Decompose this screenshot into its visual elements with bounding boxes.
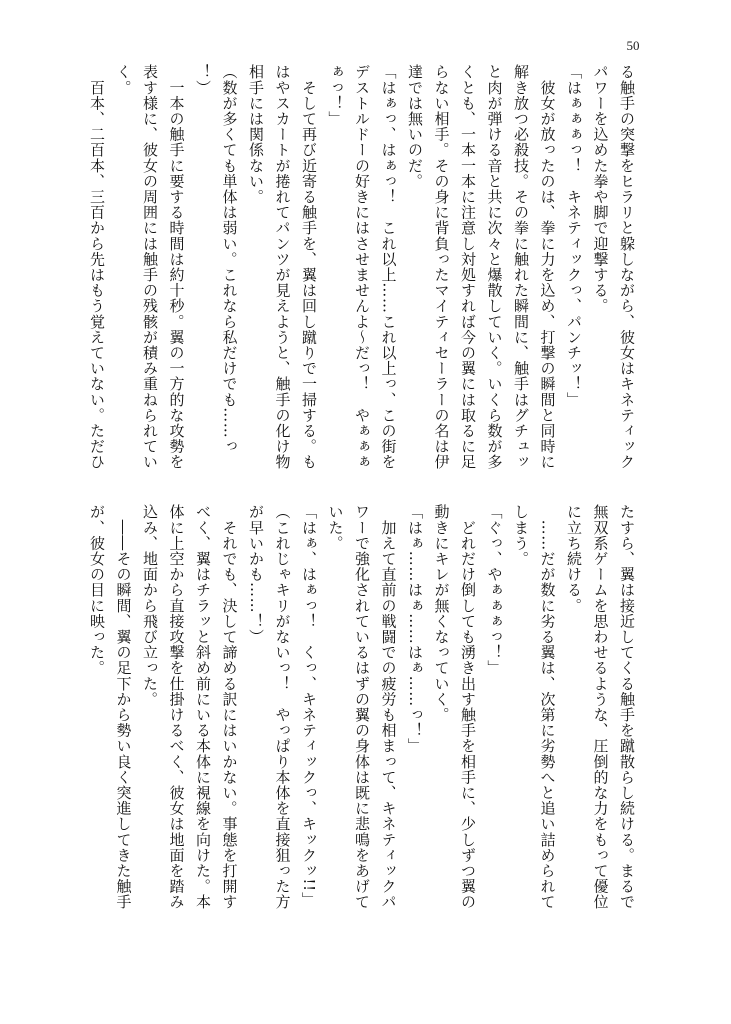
text-line: 「はぁぁぁっ！ キネティックっ、パンチッ！」 bbox=[565, 64, 583, 408]
text-line: と肉が弾ける音と共に次々と爆散していく。いくら数が多 bbox=[485, 64, 504, 470]
text-line: それでも、決して諦める訳にはいかない。事態を打開す bbox=[220, 504, 239, 910]
text-line: 「はぁ……はぁ……はぁ……っ！」 bbox=[406, 504, 424, 754]
text-line: 込み、地面から飛び立った。 bbox=[141, 504, 159, 707]
text-line: 達では無いのだ。 bbox=[406, 64, 424, 189]
text-line: ……だが数に劣る翼は、次第に劣勢へと追い詰められて bbox=[538, 504, 557, 910]
page-number: 50 bbox=[626, 38, 640, 53]
text-block-bottom bbox=[88, 504, 640, 914]
text-block-top bbox=[88, 64, 640, 474]
text-line: 無双系ゲームを思わせるような、圧倒的な力をもって優位 bbox=[591, 504, 610, 910]
text-line: 動きにキレが無くなっていく。 bbox=[432, 504, 451, 723]
text-line: 「はぁ、はぁっ！ くっ、キネティックっ、キックッ!!」 bbox=[300, 504, 318, 908]
text-line: ――その瞬間、翼の足下から勢い良く突進してきた触手 bbox=[114, 504, 133, 910]
text-line: ぁっ！」 bbox=[326, 64, 345, 127]
text-line: 表す様に、彼女の周囲には触手の残骸が積み重ねられてい bbox=[141, 64, 159, 470]
text-line: 相手には関係ない。 bbox=[247, 64, 265, 205]
text-line: （数が多くても単体は弱い。これなら私だけでも……っ bbox=[220, 64, 239, 454]
text-line: どれだけ倒しても湧き出す触手を相手に、少しずつ翼の bbox=[459, 504, 477, 910]
text-line: 彼女が放ったのは、拳に力を込め、打撃の瞬間と同時に bbox=[538, 64, 557, 470]
text-line: 「ぐっ、やぁぁぁっ！」 bbox=[485, 504, 504, 676]
text-line: ！） bbox=[194, 64, 212, 96]
text-line: （これじゃキリがないっ！ やっぱり本体を直接狙った方 bbox=[273, 504, 292, 910]
text-line: くとも、一本一本に注意し対処すれば今の翼には取るに足 bbox=[459, 64, 477, 470]
text-line: たすら、翼は接近してくる触手を蹴散らし続ける。まるで bbox=[618, 504, 636, 910]
text-line: らない相手。その身に背負ったマイティセーラーの名は伊 bbox=[432, 64, 451, 470]
text-line: デストルドーの好きにはさせませんよ～だっ！ やぁぁぁ bbox=[353, 64, 371, 470]
text-line: 「はぁっ、はぁっ！ これ以上……これ以上っ、この街を bbox=[379, 64, 398, 470]
text-line: しまう。 bbox=[512, 504, 530, 567]
text-line: べく、翼はチラッと斜め前にいる本体に視線を向けた。本 bbox=[194, 504, 212, 910]
text-line: ワーで強化されているはずの翼の身体は既に悲鳴をあげて bbox=[353, 504, 371, 910]
text-line: に立ち続ける。 bbox=[565, 504, 583, 614]
text-line: が、彼女の目に映った。 bbox=[88, 504, 106, 676]
text-line: 一本の触手に要する時間は約十秒。翼の一方的な攻勢を bbox=[167, 64, 186, 470]
text-line: が早いかも……！） bbox=[247, 504, 265, 645]
text-line: はやスカートが捲れてパンツが見えようと、触手の化け物 bbox=[273, 64, 292, 470]
text-line: そして再び近寄る触手を、翼は回し蹴りで一掃する。も bbox=[300, 64, 318, 470]
text-line: いた。 bbox=[326, 504, 345, 551]
text-line: く。 bbox=[114, 64, 133, 96]
text-line: 体に上空から直接攻撃を仕掛けるべく、彼女は地面を踏み bbox=[167, 504, 186, 910]
text-line: 百本、二百本、三百から先はもう覚えていない。ただひ bbox=[88, 64, 106, 470]
text-line: る触手の突撃をヒラリと躱しながら、彼女はキネティック bbox=[618, 64, 636, 470]
text-line: 解き放つ必殺技。その拳に触れた瞬間に、触手はグチュッ bbox=[512, 64, 530, 470]
text-line: 加えて直前の戦闘での疲労も相まって、キネティックパ bbox=[379, 504, 398, 910]
text-line: パワーを込めた拳や脚で迎撃する。 bbox=[591, 64, 610, 314]
